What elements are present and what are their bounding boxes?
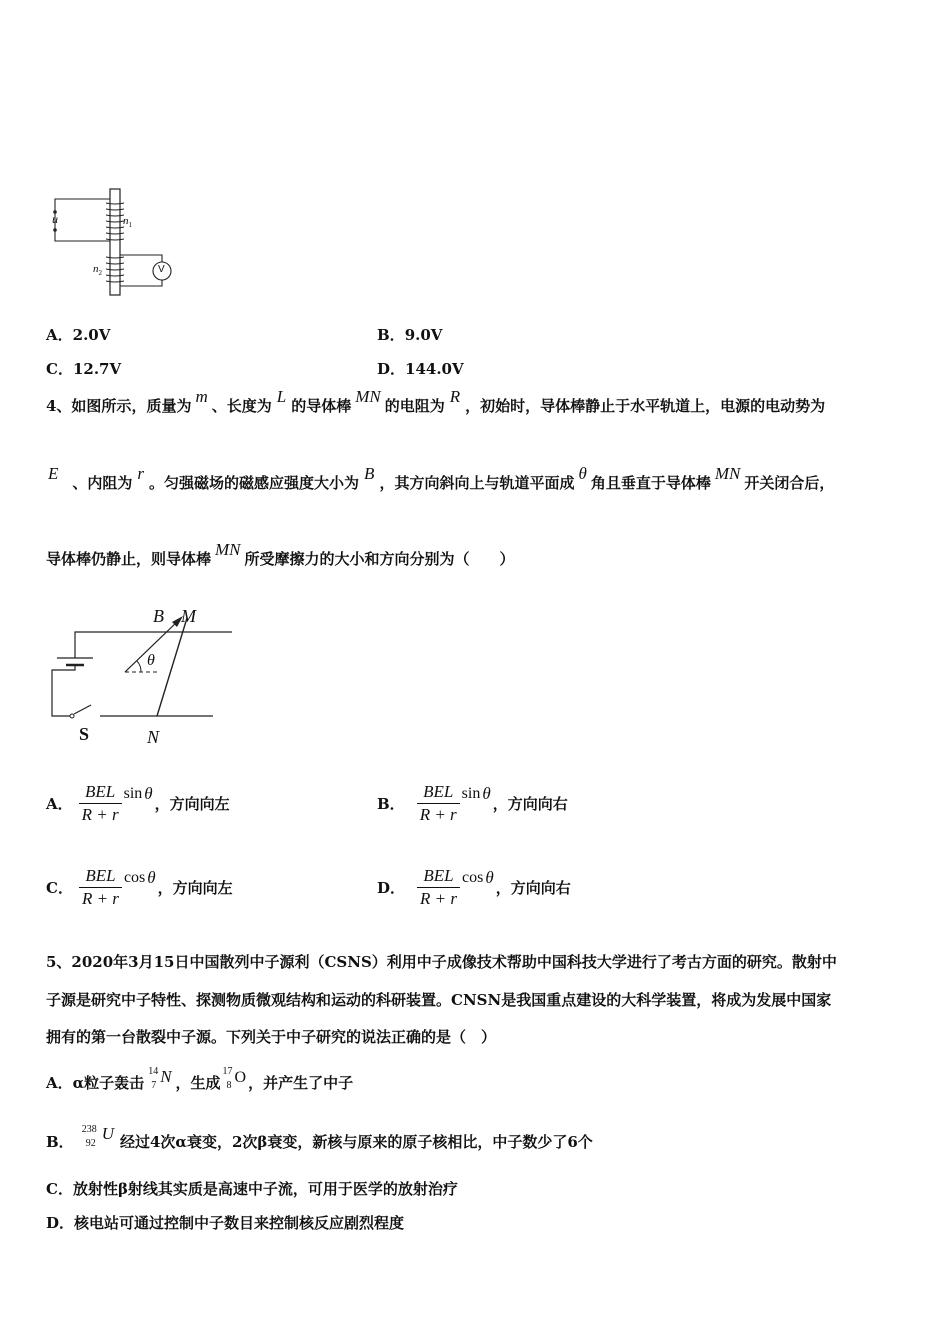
u-atomic-number: 92 xyxy=(85,1138,96,1149)
n2-label: $n_2$ xyxy=(93,263,102,278)
transformer-figure xyxy=(50,185,180,300)
q4-stem-line1: 4、如图所示，质量为 m 、长度为 L 的导体棒 MN 的电阻为 R ，初始时，导体棒静止于水平轨道上，电源的电动势为 xyxy=(46,387,826,415)
u-label: u xyxy=(52,212,58,226)
q4-option-c[interactable]: C． $\frac{\text{BEL}}{R + r}$ cos θ，方向向左 xyxy=(46,866,233,908)
q4-option-d[interactable]: D． $\frac{\text{BEL}}{R + r}$ cos θ，方向向右 xyxy=(377,866,571,908)
q3-option-c[interactable]: C．12.7V xyxy=(46,360,122,378)
q5-option-b[interactable]: B． 238 92 U 经过4次α衰变，2次β衰变，新核与原来的原子核相比，中子数少了6个 xyxy=(46,1124,593,1151)
q5-stem-line3: 拥有的第一台散裂中子源。下列关于中子研究的说法正确的是（ ） xyxy=(46,1028,497,1046)
n-atomic-number: 7 xyxy=(151,1080,157,1091)
q5-option-a[interactable]: A．α粒子轰击 14 7 N ，生成 17 8 O ，并产生了中子 xyxy=(46,1066,354,1092)
label-S: S xyxy=(79,724,90,744)
q3-option-a[interactable]: A．2.0V xyxy=(46,326,111,344)
q5-option-d[interactable]: D．核电站可通过控制中子数目来控制核反应剧烈程度 xyxy=(46,1214,405,1232)
q4-stem-line3: 导体棒仍静止，则导体棒 MN 所受摩擦力的大小和方向分别为（ ） xyxy=(46,540,515,568)
n-mass-number: 14 xyxy=(148,1066,159,1077)
label-N: N xyxy=(147,727,160,747)
n1-label: $n_1$ xyxy=(123,215,132,230)
o-atomic-number: 8 xyxy=(226,1080,232,1091)
q5-stem-line1: 5、2020年3月15日中国散列中子源利（CSNS）利用中子成像技术帮助中国科技大学进行了考古方面的研究。散射中 xyxy=(46,953,837,971)
rail-figure xyxy=(45,608,245,738)
q4-stem-line2: E 、内阻为 r 。匀强磁场的磁感应强度大小为 B ，其方向斜向上与轨道平面成 θ 角且垂直于导体棒 MN 开关闭合后， xyxy=(48,464,835,492)
label-B: B xyxy=(153,606,164,626)
label-M: M xyxy=(181,606,196,626)
label-theta: θ xyxy=(147,652,155,669)
u-mass-number: 238 xyxy=(81,1124,97,1135)
q5-option-c[interactable]: C．放射性β射线其实质是高速中子流，可用于医学的放射治疗 xyxy=(46,1180,458,1198)
voltmeter-label: V xyxy=(158,264,165,275)
q4-option-b[interactable]: B． $\frac{\text{BEL}}{R + r}$ sin θ，方向向右 xyxy=(377,782,568,824)
o-mass-number: 17 xyxy=(222,1066,233,1077)
q5-stem-line2: 子源是研究中子特性、探测物质微观结构和运动的科研装置。CNSN是我国重点建设的大科学装置，将成为发展中国家 xyxy=(46,991,832,1009)
q3-option-b[interactable]: B．9.0V xyxy=(377,326,443,344)
q3-option-d[interactable]: D．144.0V xyxy=(377,360,464,378)
q4-option-a[interactable]: A． $\frac{\text{BEL}}{R + r}$ sin θ，方向向左 xyxy=(46,782,230,824)
